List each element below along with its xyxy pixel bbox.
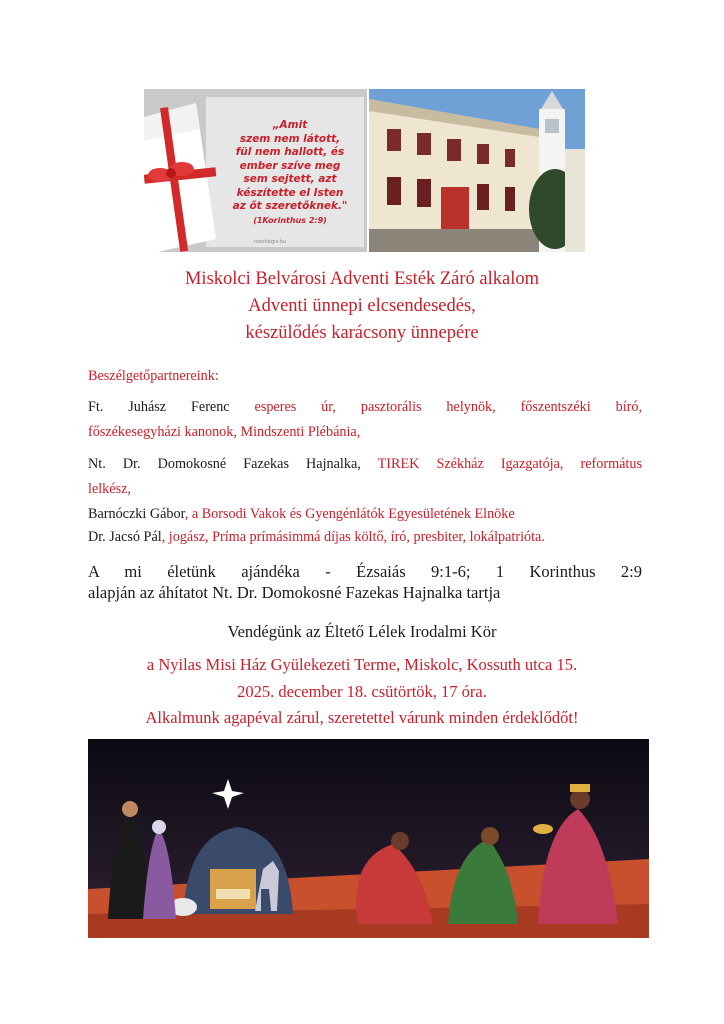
quote-line: „Amit <box>272 119 308 131</box>
building-illustration <box>369 89 585 252</box>
title-line-3: készülődés karácsony ünnepére <box>245 323 479 343</box>
partner-2 <box>88 452 642 502</box>
devotion-text <box>88 561 642 603</box>
quote-line: fül nem hallott, és <box>235 146 345 158</box>
partner-name: Barnóczki Gábor <box>88 506 185 522</box>
partner-role: , jogász, Príma prímásimmá díjas költő, író, presbiter, lokálpatrióta. <box>161 529 545 545</box>
nativity-illustration <box>88 739 649 938</box>
partner-name: Dr. Jacsó Pál <box>88 529 162 545</box>
venue-address: a Nyilas Misi Ház Gyülekezeti Terme, Miskolc, Kossuth utca 15. <box>146 655 578 674</box>
quote-line: ember szíve meg <box>239 159 341 172</box>
partner-name: Nt. Dr. Domokosné Fazekas Hajnalka, <box>88 456 361 472</box>
church-building-photo <box>369 89 585 252</box>
quote-line: készítette el Isten <box>236 186 344 199</box>
partner-name: Ft. Juhász Ferenc <box>88 399 230 415</box>
quote-line: az őt szeretőknek." <box>232 200 348 212</box>
event-title <box>0 266 724 347</box>
partner-role: esperes úr, pasztorális helynök, főszentszéki bíró, <box>254 399 643 415</box>
partner-role: TIREK Székház Igazgatója, református <box>377 456 642 472</box>
watermark: mostlegiv.hu <box>254 239 287 245</box>
venue-invite: Alkalmunk agapéval zárul, szeretettel várunk minden érdeklődőt! <box>145 708 579 727</box>
title-line-1: Miskolci Belvárosi Adventi Esték Záró alkalom <box>184 269 539 289</box>
partner-role: , a Borsodi Vakok és Gyengénlátók Egyesületének Elnöke <box>184 506 515 522</box>
guest-text: Vendégünk az Éltető Lélek Irodalmi Kör <box>227 622 497 641</box>
partners-heading: Beszélgetőpartnereink: <box>88 368 219 384</box>
quote-line: sem sejtett, azt <box>243 173 337 185</box>
partner-role-cont: lelkész, <box>88 481 131 497</box>
quote-reference: (1Korinthus 2:9) <box>253 215 327 225</box>
venue-block <box>0 652 724 732</box>
gift-quote-card <box>144 89 367 252</box>
title-line-2: Adventi ünnepi elcsendesedés, <box>248 296 476 316</box>
quote-line: szem nem látott, <box>239 132 341 145</box>
nativity-scene <box>88 739 649 938</box>
partner-3 <box>88 502 642 527</box>
header-image <box>144 89 585 252</box>
partner-1 <box>88 395 642 445</box>
bible-quote <box>220 119 360 227</box>
devotion-line-1: A mi életünk ajándéka - Ézsaiás 9:1-6; 1 Korinthus 2:9 <box>88 562 642 581</box>
partner-4 <box>88 525 642 550</box>
devotion-line-2: alapján az áhítatot Nt. Dr. Domokosné Fazekas Hajnalka tartja <box>88 583 501 602</box>
venue-date: 2025. december 18. csütörtök, 17 óra. <box>237 681 487 701</box>
partner-role-cont: főszékesegyházi kanonok, Mindszenti Plébánia, <box>88 424 361 440</box>
